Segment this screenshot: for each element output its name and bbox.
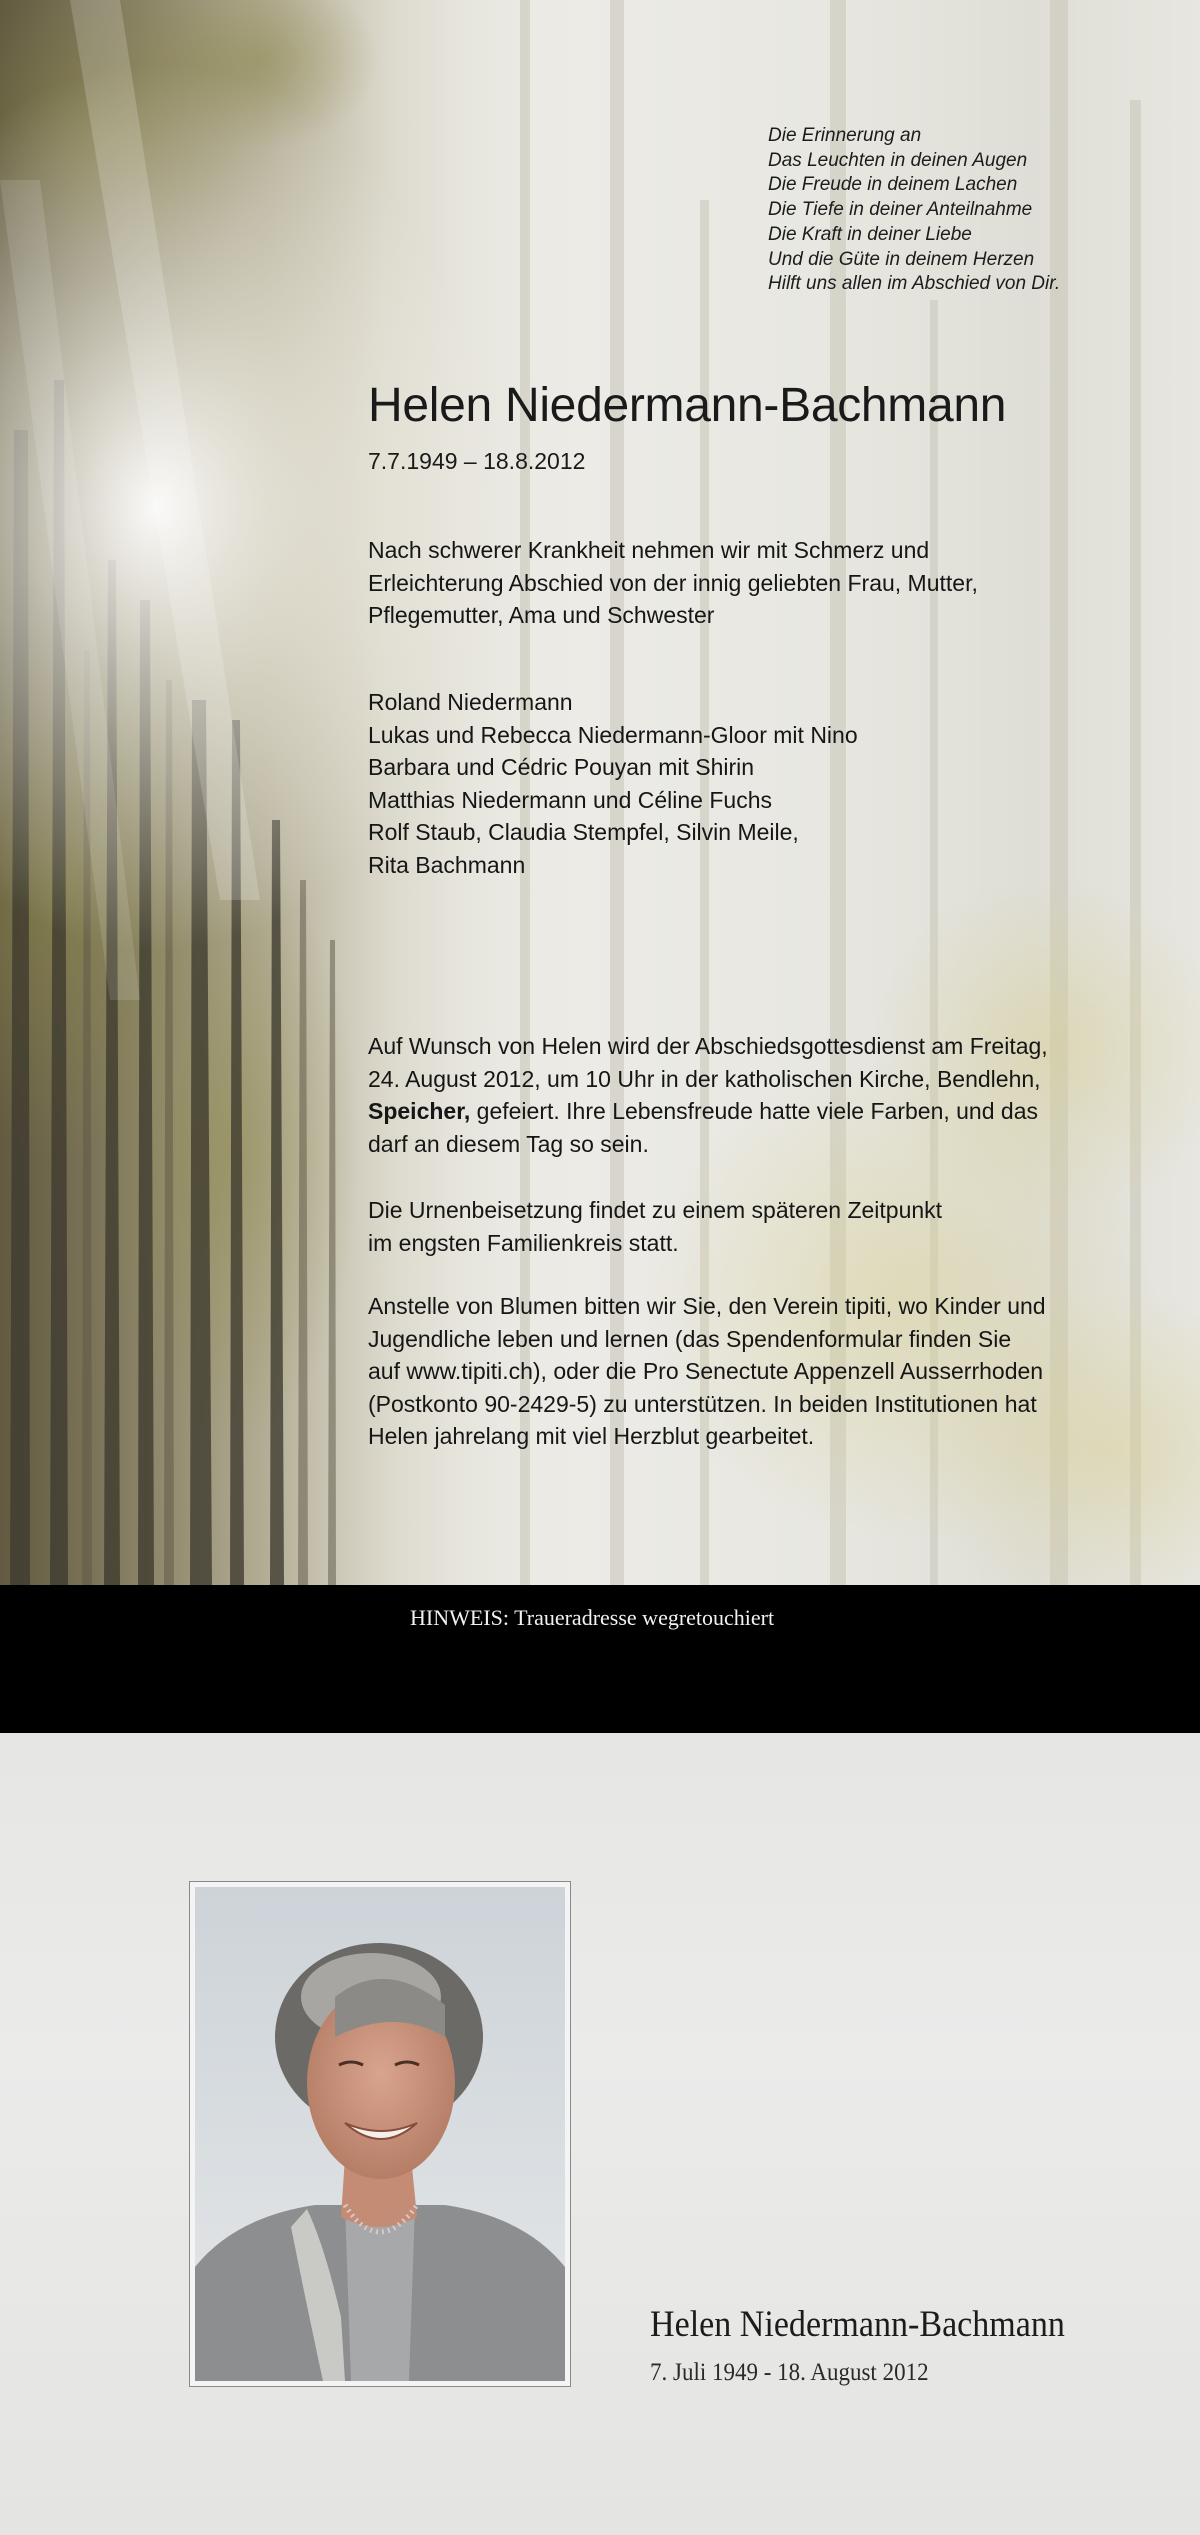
mourner-line: Barbara und Cédric Pouyan mit Shirin xyxy=(368,754,755,780)
life-dates: 7.7.1949 – 18.8.2012 xyxy=(368,448,586,474)
verse-line: Das Leuchten in deinen Augen xyxy=(768,149,1028,171)
verse-line: Und die Güte in deinem Herzen xyxy=(768,248,1035,270)
deceased-name: Helen Niedermann-Bachmann xyxy=(368,379,1007,432)
verse-line: Hilft uns allen im Abschied von Dir. xyxy=(768,273,1061,295)
text-line: Erleichterung Abschied von der innig geliebten Frau, Mutter, xyxy=(368,569,978,596)
donation-paragraph xyxy=(368,1290,1046,1453)
card-life-dates: 7. Juli 1949 - 18. August 2012 xyxy=(650,2359,929,2386)
mourner-line: Lukas und Rebecca Niedermann-Gloor mit Nino xyxy=(368,721,858,748)
text-line: Anstelle von Blumen bitten wir Sie, den Verein tipiti, wo Kinder und xyxy=(368,1293,1046,1319)
text-line: (Postkonto 90-2429-5) zu unterstützen. In beiden Institutionen hat xyxy=(368,1390,1037,1417)
memorial-card xyxy=(0,1733,1200,2535)
text-line: Die Urnenbeisetzung findet zu einem späteren Zeitpunkt xyxy=(368,1197,943,1223)
location-bold: Speicher, xyxy=(368,1098,471,1124)
mourners-list xyxy=(368,686,858,881)
text-line: im engsten Familienkreis statt. xyxy=(368,1229,679,1256)
mourner-line: Rolf Staub, Claudia Stempfel, Silvin Meile, xyxy=(368,819,799,845)
announcement-paragraph xyxy=(368,534,978,632)
text-line: Nach schwerer Krankheit nehmen wir mit Schmerz und xyxy=(368,537,930,563)
verse-line: Die Kraft in deiner Liebe xyxy=(768,223,972,245)
notice-bar xyxy=(0,1585,1200,1733)
text-line xyxy=(368,1095,1048,1128)
mourner-line: Rita Bachmann xyxy=(368,851,526,878)
text-line: 24. August 2012, um 10 Uhr in der katholischen Kirche, Bendlehn, xyxy=(368,1065,1041,1092)
notice-message: Traueradresse wegretouchiert xyxy=(508,1605,775,1630)
portrait-photo xyxy=(189,1881,571,2387)
verse-line: Die Erinnerung an xyxy=(768,125,922,146)
text-fragment: gefeiert. Ihre Lebensfreude hatte viele Farben, und das xyxy=(470,1098,1038,1124)
funeral-service-paragraph xyxy=(368,1030,1048,1160)
memorial-verse xyxy=(768,124,1060,297)
verse-line: Die Freude in deinem Lachen xyxy=(768,174,1018,196)
text-line: darf an diesem Tag so sein. xyxy=(368,1130,649,1157)
text-line: Helen jahrelang mit viel Herzblut gearbeitet. xyxy=(368,1423,815,1449)
text-line: auf www.tipiti.ch), oder die Pro Senectute Appenzell Ausserrhoden xyxy=(368,1358,1044,1384)
urn-burial-paragraph xyxy=(368,1194,942,1259)
text-line: Jugendliche leben und lernen (das Spendenformular finden Sie xyxy=(368,1325,1012,1352)
mourner-line: Matthias Niedermann und Céline Fuchs xyxy=(368,786,772,813)
mourner-line: Roland Niedermann xyxy=(368,689,573,715)
notice-label: HINWEIS: xyxy=(410,1605,509,1630)
portrait-image xyxy=(195,1887,565,2381)
notice-text xyxy=(410,1605,774,1631)
text-line: Auf Wunsch von Helen wird der Abschiedsgottesdienst am Freitag, xyxy=(368,1033,1048,1059)
text-line: Pflegemutter, Ama und Schwester xyxy=(368,602,715,628)
verse-line: Die Tiefe in deiner Anteilnahme xyxy=(768,199,1033,221)
card-deceased-name: Helen Niedermann-Bachmann xyxy=(650,2304,1065,2345)
